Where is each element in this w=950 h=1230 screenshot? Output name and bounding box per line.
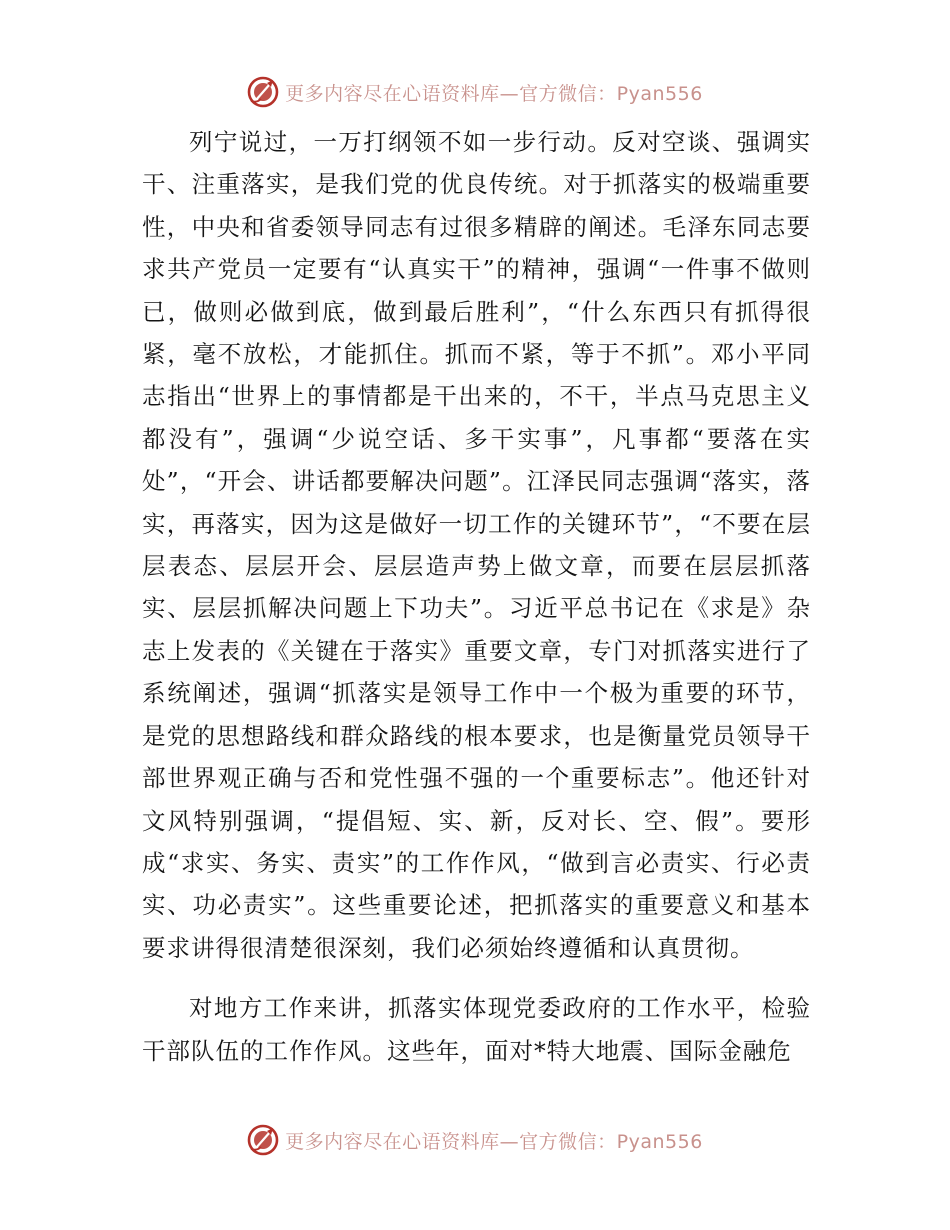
footer-banner-text: 更多内容尽在心语资料库—官方微信：Pyan556 bbox=[285, 1130, 703, 1153]
paragraph-1: 列宁说过，一万打纲领不如一步行动。反对空谈、强调实干、注重落实，是我们党的优良传统。对于抓落实的极端重要性，中央和省委领导同志有过很多精辟的阐述。毛泽东同志要求共产党员一定要有“认真实干”的精神，强调“一件事不做则已，做则必做到底，做到最后胜利”，“什么东西只有抓得很紧，毫不放松，才能抓住。抓而不紧，等于不抓”。邓小平同志指出“世界上的事情都是干出来的，不干，半点马克思主义都没有”，强调“少说空话、多干实事”，凡事都“要落在实处”，“开会、讲话都要解决问题”。江泽民同志强调“落实，落实，再落实，因为这是做好一切工作的关键环节”，“不要在层层表态、层层开会、层层造声势上做文章，而要在层层抓落实、层层抓解决问题上下功夫”。习近平总书记在《求是》杂志上发表的《关键在于落实》重要文章，专门对抓落实进行了系统阐述，强调“抓落实是领导工作中一个极为重要的环节，是党的思想路线和群众路线的根本要求，也是衡量党员领导干部世界观正确与否和党性强不强的一个重要标志”。他还针对文风特别强调，“提倡短、实、新，反对长、空、假”。要形成“求实、务实、责实”的工作作风，“做到言必责实、行必责实、功必责实”。这些重要论述，把抓落实的重要意义和基本要求讲得很清楚很深刻，我们必须始终遵循和认真贯彻。 bbox=[142, 128, 811, 962]
footer-banner bbox=[0, 1120, 950, 1160]
header-banner-text: 更多内容尽在心语资料库—官方微信：Pyan556 bbox=[285, 82, 703, 105]
header-banner bbox=[0, 72, 950, 112]
paragraph-2: 对地方工作来讲，抓落实体现党委政府的工作水平，检验干部队伍的工作作风。这些年，面对*特大地震、国际金融危 bbox=[142, 994, 811, 1065]
pen-seal-logo-icon bbox=[247, 76, 279, 108]
document-body bbox=[142, 121, 811, 1090]
pen-seal-logo-icon bbox=[247, 1124, 279, 1156]
